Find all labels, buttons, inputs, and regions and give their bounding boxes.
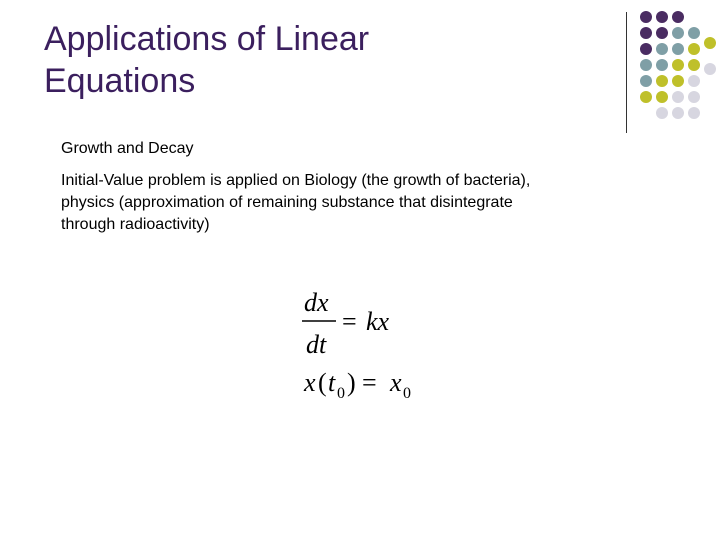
slide-title-line-2: Equations (44, 62, 196, 100)
equation-graphic (290, 282, 450, 412)
dot-purple (672, 11, 684, 23)
dot-lavender (688, 107, 700, 119)
dot-lavender (656, 107, 668, 119)
dot-purple (656, 27, 668, 39)
dot-lavender (672, 91, 684, 103)
dot-olive (704, 37, 716, 49)
dot-purple (640, 43, 652, 55)
dot-teal (640, 59, 652, 71)
dot-teal (640, 75, 652, 87)
dot-teal (656, 59, 668, 71)
equals-sign-2: = (362, 368, 377, 397)
dot-olive (640, 91, 652, 103)
dot-teal (672, 27, 684, 39)
dot-olive (672, 59, 684, 71)
close-paren: ) (347, 368, 356, 397)
decorative-dot-grid (640, 11, 720, 121)
paragraph-line-1: Initial-Value problem is applied on Biology (the growth of bacteria), (61, 172, 531, 189)
denominator-dt: dt (306, 330, 327, 359)
paragraph-line-3: through radioactivity) (61, 216, 210, 233)
open-paren: ( (318, 368, 327, 397)
dot-purple (640, 11, 652, 23)
slide-title-line-1: Applications of Linear (44, 20, 370, 58)
dot-olive (688, 59, 700, 71)
t-variable: t (328, 368, 336, 397)
description-paragraph (61, 170, 621, 236)
x-function: x (304, 368, 316, 397)
slide-title (44, 18, 604, 102)
dot-teal (656, 43, 668, 55)
dot-lavender (688, 91, 700, 103)
dot-purple (640, 27, 652, 39)
dot-olive (656, 91, 668, 103)
subheading: Growth and Decay (61, 140, 194, 157)
dot-purple (656, 11, 668, 23)
differential-equation (290, 282, 450, 412)
equals-sign-1: = (342, 307, 357, 336)
t-subscript: 0 (337, 385, 345, 402)
dot-olive (688, 43, 700, 55)
rhs-kx: kx (366, 307, 390, 336)
dot-lavender (704, 63, 716, 75)
dot-lavender (672, 107, 684, 119)
dot-lavender (688, 75, 700, 87)
slide-body (61, 139, 621, 236)
numerator-dx: dx (304, 288, 329, 317)
dot-teal (672, 43, 684, 55)
dot-olive (672, 75, 684, 87)
vertical-divider (626, 12, 627, 133)
dot-olive (656, 75, 668, 87)
dot-teal (688, 27, 700, 39)
paragraph-line-2: physics (approximation of remaining substance that disintegrate (61, 194, 513, 211)
rhs-x-subscript: 0 (403, 385, 411, 402)
rhs-x: x (390, 368, 402, 397)
